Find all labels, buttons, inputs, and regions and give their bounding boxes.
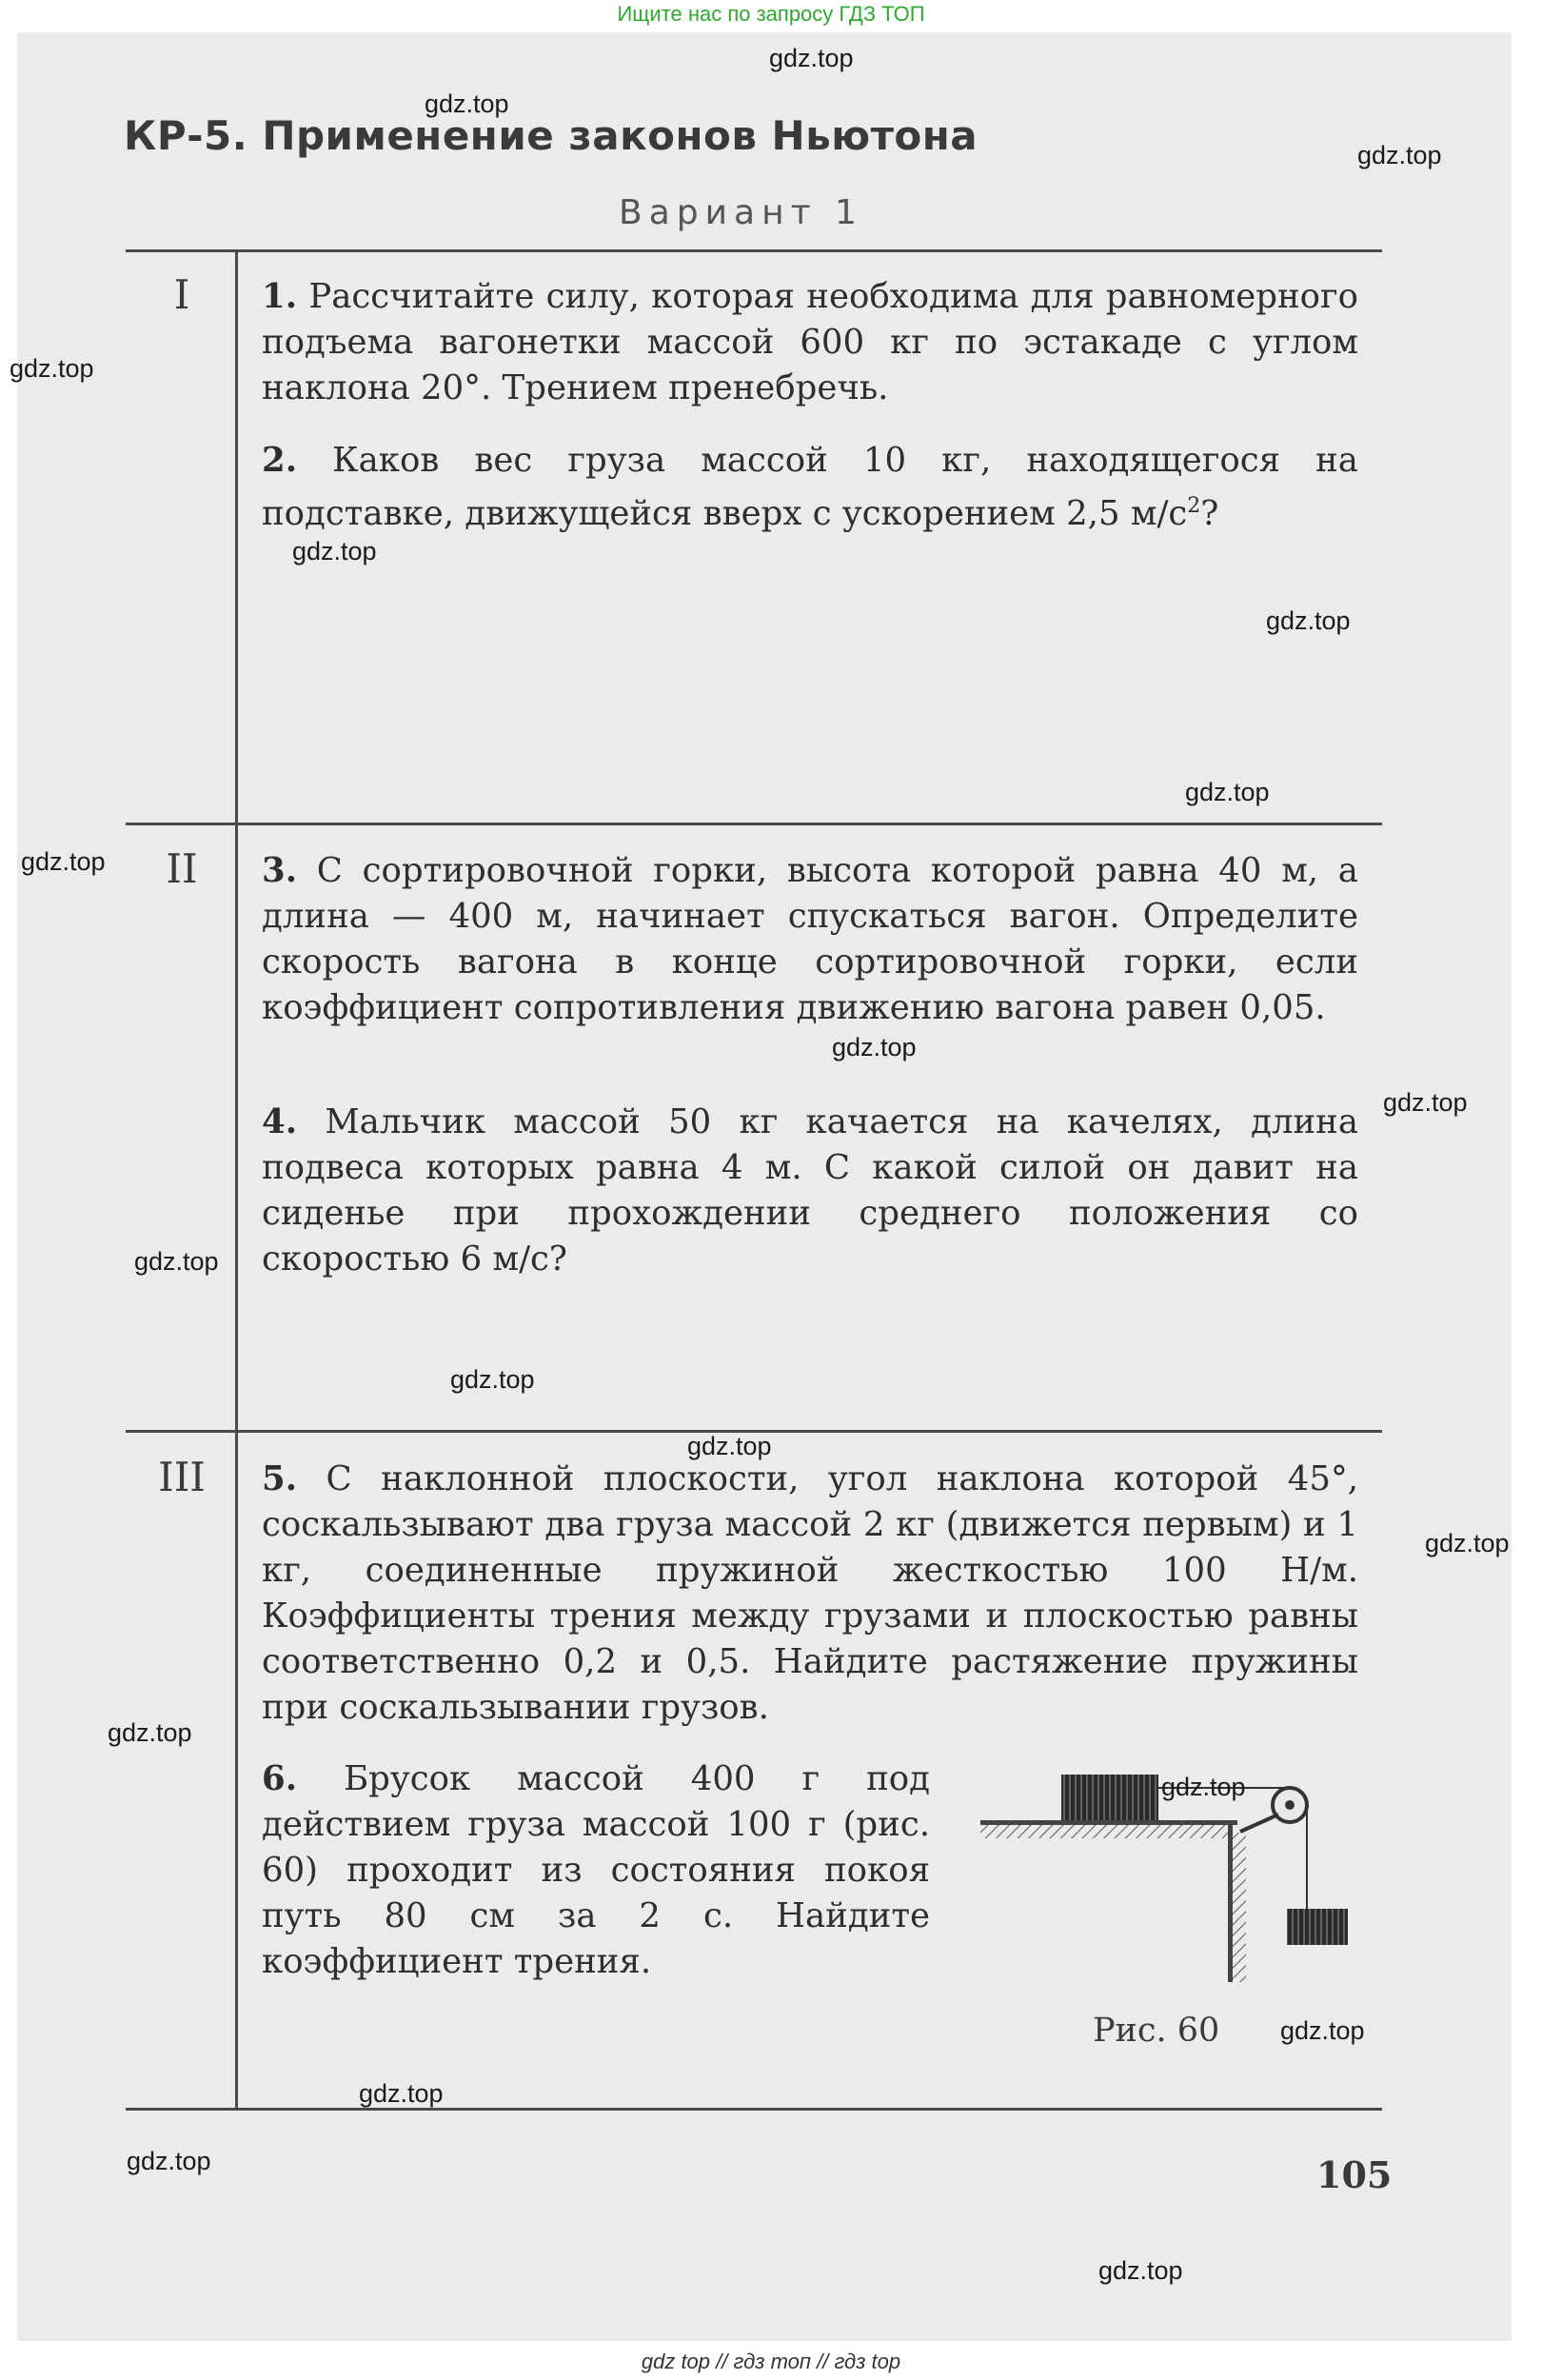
- task-number: 4.: [262, 1102, 298, 1141]
- watermark: gdz.top: [450, 1365, 535, 1394]
- table-side-hatch: [1233, 1833, 1246, 1982]
- task-text: Брусок массой 400 г под действием груза массой 100 г (рис. 60) проходит из состояния покоя путь 80 см за 2 с. Найдите коэффициент трения.: [262, 1759, 930, 1981]
- watermark: gdz.top: [292, 537, 377, 565]
- task-number: 3.: [262, 851, 298, 890]
- table-top-rule: [126, 249, 1382, 252]
- task-superscript: 2: [1187, 494, 1201, 518]
- task-number: 2.: [262, 441, 298, 480]
- watermark: gdz.top: [769, 44, 854, 72]
- level-label-2: II: [166, 845, 198, 892]
- task-5: [262, 1457, 1358, 1731]
- task-text: Рассчитайте силу, которая необходима для равномерного подъема вагонетки массой 600 кг по эстакаде с углом наклона 20°. Трением пренебречь.: [262, 277, 1358, 407]
- task-number: 5.: [262, 1459, 298, 1498]
- watermark: gdz.top: [687, 1432, 772, 1460]
- footer: gdz top // гдз топ // гдз top: [641, 2350, 901, 2373]
- watermark: gdz.top: [832, 1033, 917, 1061]
- watermark: gdz.top: [127, 2147, 211, 2175]
- watermark: gdz.top: [21, 847, 106, 876]
- task-4: [262, 1100, 1358, 1282]
- task-text: С сортировочной горки, высота которой равна 40 м, а длина — 400 м, начинает спускаться вагон. Определите скорость вагона в конце сортировочной горки, если коэффициент сопротивления движению вагона равен 0,05.: [262, 851, 1358, 1027]
- page-number: 105: [1316, 2153, 1393, 2196]
- pulley-bracket: [1240, 1815, 1278, 1832]
- table-bottom-rule: [126, 2108, 1382, 2111]
- table-hatch: [980, 1825, 1228, 1838]
- level-label-1: I: [173, 271, 190, 318]
- task-text: С наклонной плоскости, угол наклона которой 45°, соскальзывают два груза массой 2 кг (движется первым) и 1 кг, соединенные пружиной жесткостью 100 Н/м. Коэффициенты трения между грузами и плоскостью равны соответственно 0,2 и 0,5. Найдите растяжение пружины при соскальзывании грузов.: [262, 1459, 1358, 1727]
- pulley-axle: [1285, 1800, 1295, 1810]
- watermark: gdz.top: [1425, 1529, 1510, 1557]
- page-title: КР-5. Применение законов Ньютона: [124, 112, 979, 159]
- task-1: [262, 274, 1358, 411]
- watermark: gdz.top: [1280, 2016, 1365, 2045]
- task-text: Мальчик массой 50 кг качается на качелях, длина подвеса которых равна 4 м. С какой силой он давит на сиденье при прохождении среднего положения со скоростью 6 м/с?: [262, 1102, 1358, 1279]
- watermark: gdz.top: [1185, 778, 1270, 806]
- table-column-rule: [235, 249, 238, 2111]
- watermark: gdz.top: [425, 89, 509, 118]
- task-number: 1.: [262, 277, 298, 316]
- level-label-3: III: [158, 1454, 206, 1500]
- figure-caption: Рис. 60: [1093, 2012, 1220, 2050]
- watermark: gdz.top: [1098, 2256, 1183, 2285]
- watermark: gdz.top: [108, 1718, 192, 1747]
- section-divider-1: [126, 823, 1382, 825]
- task-6: [262, 1756, 930, 1985]
- watermark: gdz.top: [1357, 141, 1442, 169]
- task-number: 6.: [262, 1759, 298, 1798]
- table-side: [1228, 1820, 1233, 1982]
- table-surface: [980, 1820, 1237, 1825]
- watermark: gdz.top: [1383, 1088, 1468, 1117]
- task-3: [262, 848, 1358, 1031]
- watermark: gdz.top: [1266, 606, 1351, 635]
- variant-heading: Вариант 1: [619, 193, 863, 232]
- task-text-end: ?: [1200, 493, 1219, 533]
- hanging-weight: [1287, 1909, 1348, 1945]
- watermark: gdz.top: [10, 354, 94, 383]
- watermark: gdz.top: [1161, 1773, 1246, 1801]
- watermark: gdz.top: [134, 1247, 219, 1276]
- watermark: gdz.top: [359, 2079, 444, 2108]
- task-2: [262, 438, 1358, 537]
- top-banner: Ищите нас по запросу ГДЗ ТОП: [617, 2, 925, 26]
- block-on-table: [1061, 1775, 1158, 1820]
- task-text: Каков вес груза массой 10 кг, находящегося на подставке, движущейся вверх с ускорением 2,5 м/с: [262, 441, 1358, 533]
